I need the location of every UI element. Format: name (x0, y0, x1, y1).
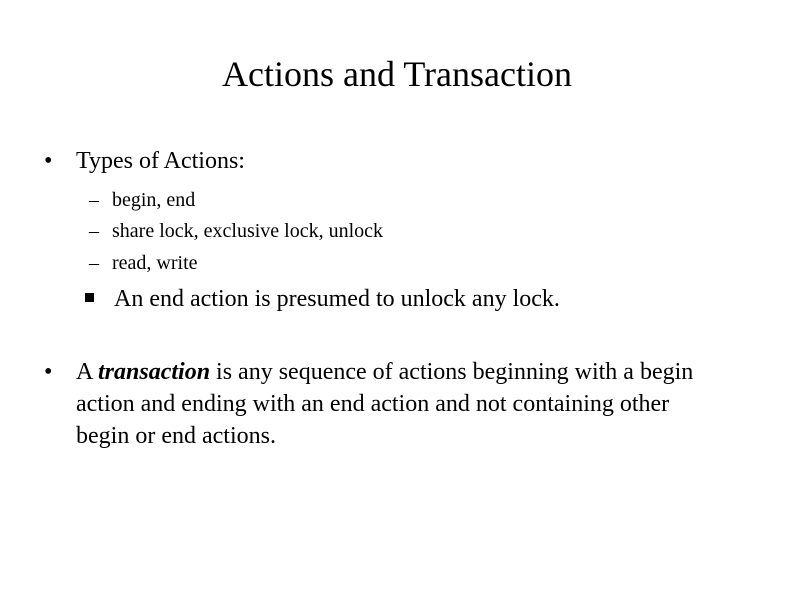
slide-title: Actions and Transaction (222, 54, 572, 94)
note-text: An end action is presumed to unlock any lock. (114, 286, 560, 312)
prefix-text: A (76, 359, 99, 385)
square-bullet-icon (85, 293, 94, 302)
bullet-dot-icon: • (44, 359, 53, 385)
subitem-text: begin, end (112, 189, 196, 211)
dash-icon: – (89, 189, 99, 211)
bullet-text (76, 357, 756, 388)
line1-rest: is any sequence of actions beginning with a begin (210, 359, 694, 385)
bullet-text-line2: action and ending with an end action and not containing other (76, 391, 670, 417)
subitem-text: read, write (112, 252, 198, 274)
bullet-text: Types of Actions: (76, 148, 245, 174)
term-transaction: transaction (98, 359, 211, 385)
bullet-dot-icon: • (44, 148, 53, 174)
subitem-text: share lock, exclusive lock, unlock (112, 220, 384, 242)
dash-icon: – (89, 252, 99, 274)
bullet-text-line3: begin or end actions. (76, 423, 276, 449)
dash-icon: – (89, 220, 99, 242)
